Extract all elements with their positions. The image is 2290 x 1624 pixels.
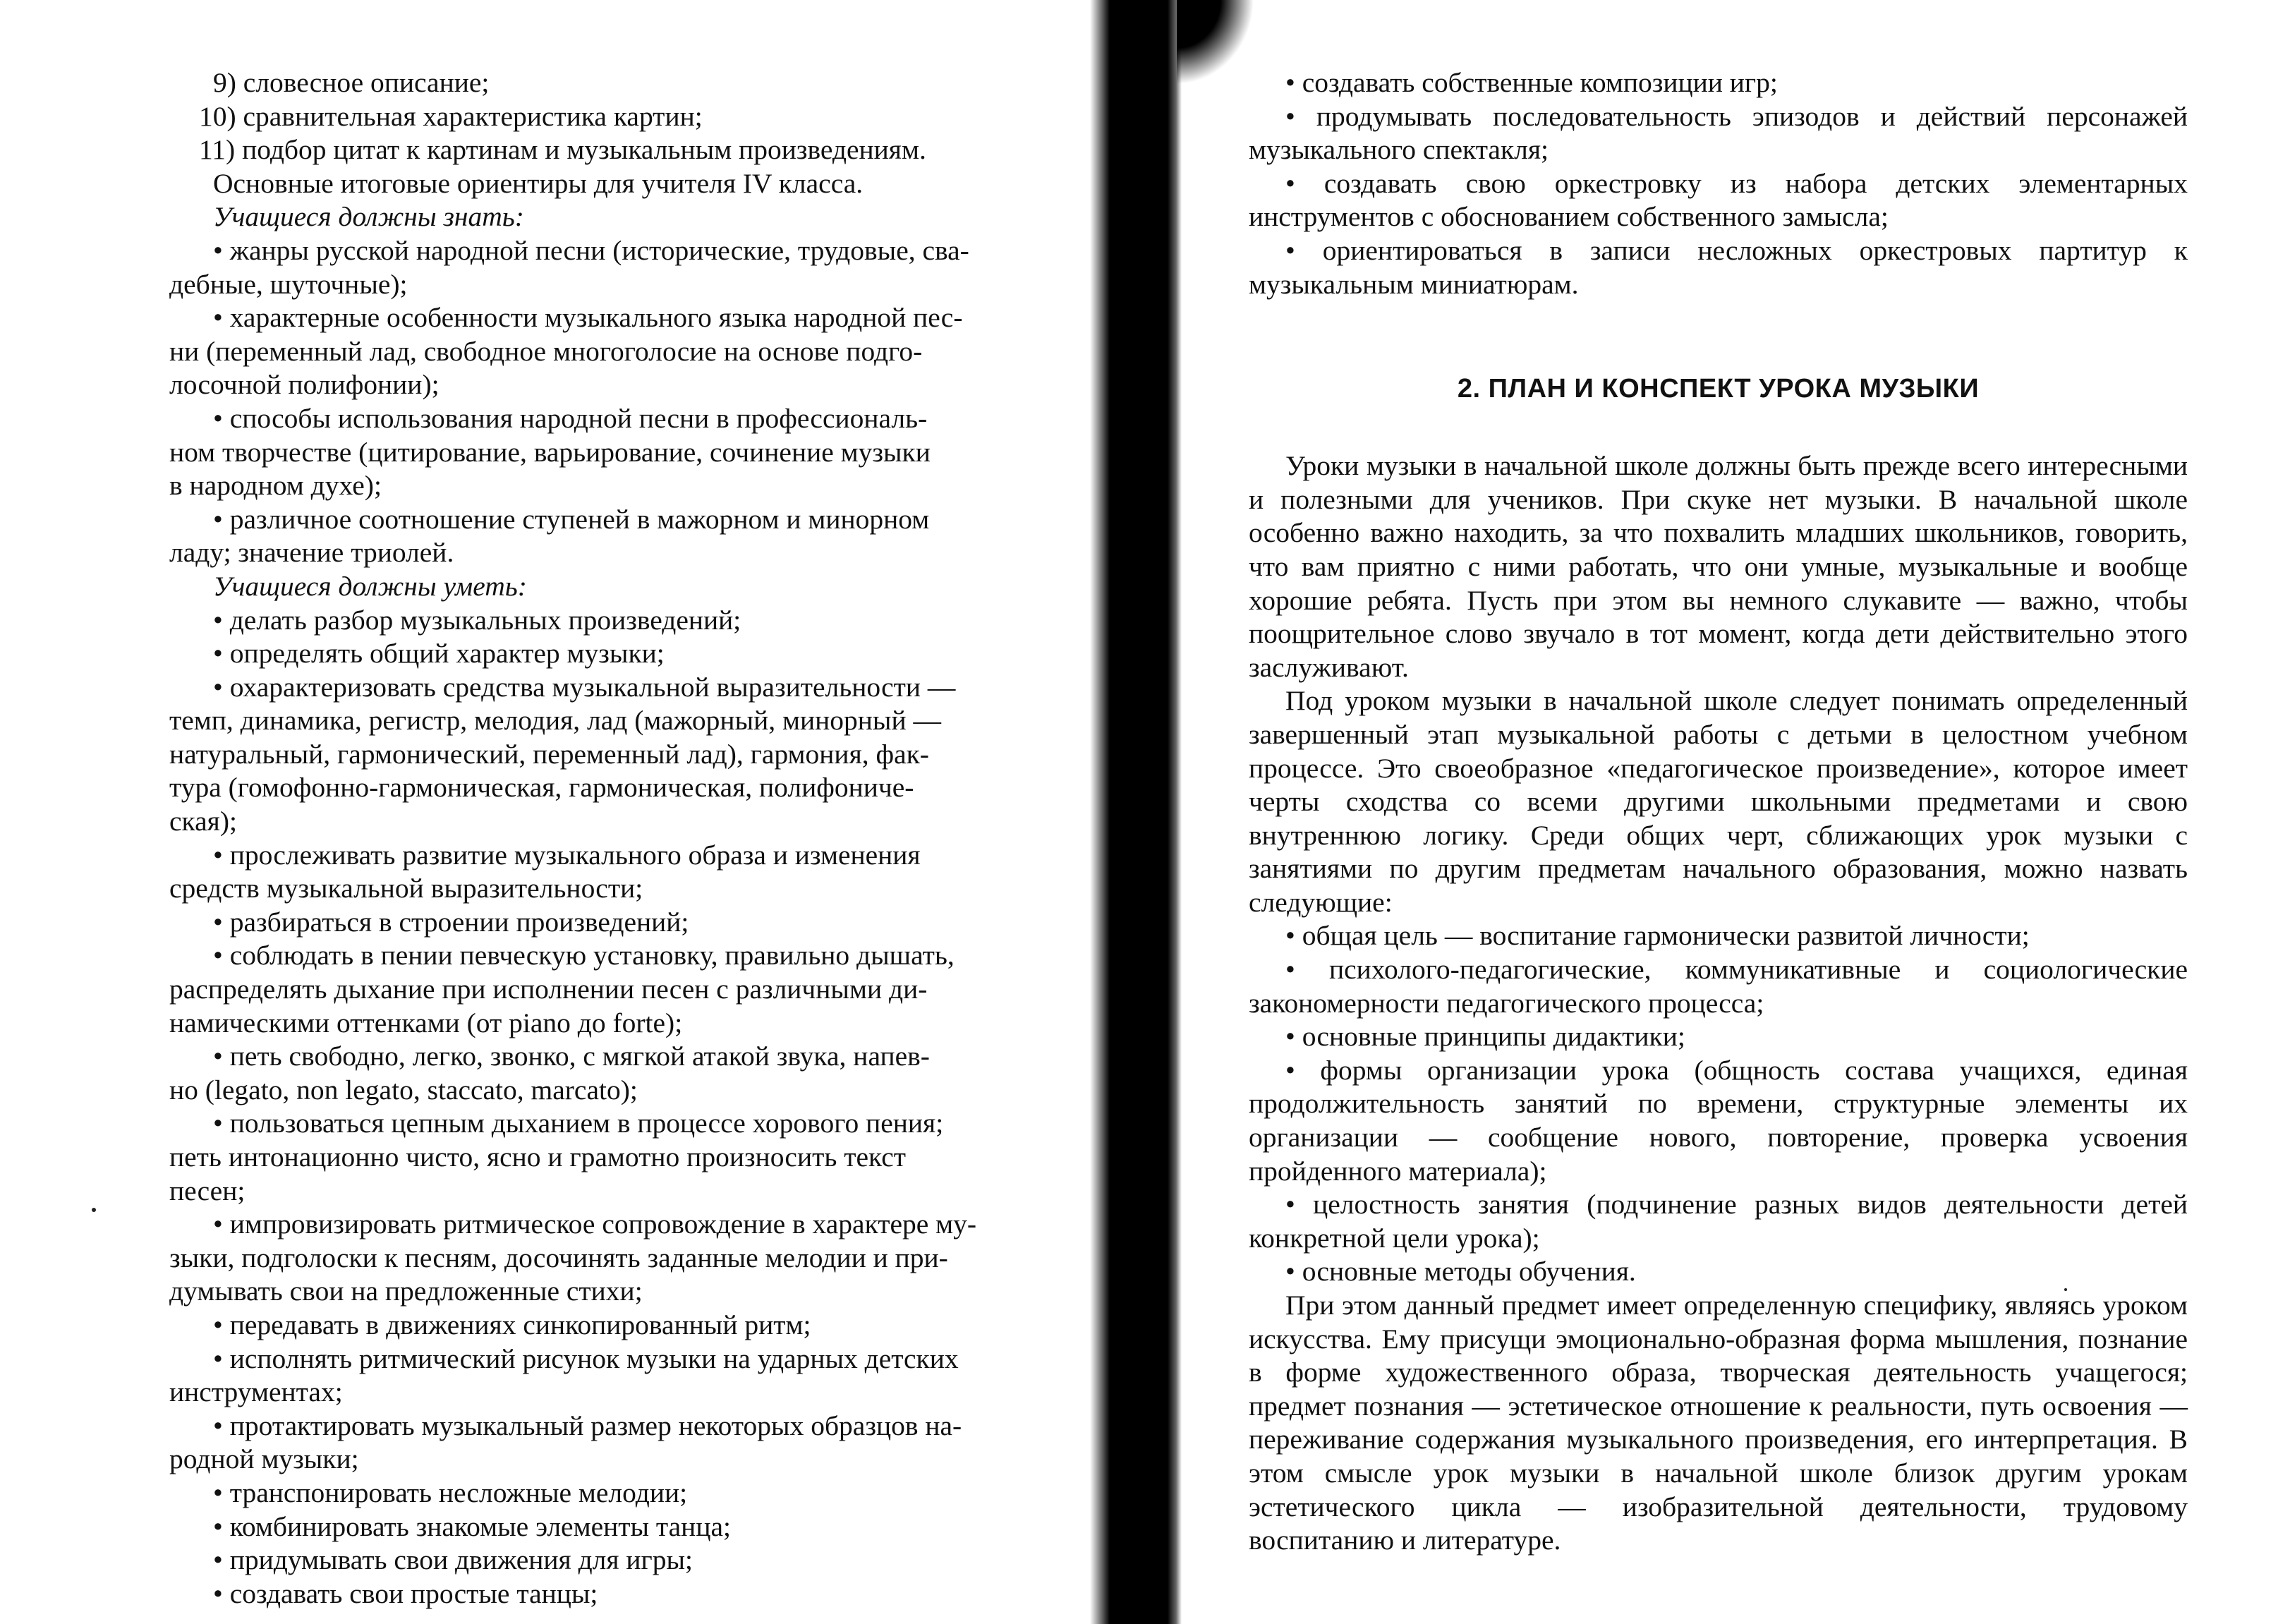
text-line: ская); (169, 806, 237, 837)
text-line: дебные, шуточные); (169, 268, 408, 300)
text-line: Учащиеся должны уметь: (213, 570, 527, 602)
text-line: • различное соотношение ступеней в мажорном и минорном (213, 503, 930, 535)
text-line: думывать свои на предложенные стихи; (169, 1275, 643, 1307)
text-line: родной музыки; (169, 1443, 359, 1475)
list-item: • формы организации урока (общность состава учащихся, единая продолжительность занятий по времени, структурные элементы их организации — сообщение нового, повторение, проверка усвоения пройденного материала); (1249, 1054, 2188, 1187)
text-line: • импровизировать ритмическое сопровождение в характере му- (213, 1208, 977, 1240)
list-item: • целостность занятия (подчинение разных видов деятельности детей конкретной цели урока); (1249, 1189, 2188, 1254)
text-line: 10) сравнительная характеристика картин; (199, 100, 703, 132)
text-line: Основные итоговые ориентиры для учителя IV класса. (213, 167, 864, 199)
text-line: • придумывать свои движения для игры; (213, 1544, 693, 1576)
text-line: • способы использования народной песни в профессиональ- (213, 402, 928, 434)
text-line: ном творчестве (цитирование, варьирование, сочинение музыки (169, 436, 931, 468)
text-line: • комбинировать знакомые элементы танца; (213, 1510, 731, 1542)
paragraph: При этом данный предмет имеет определенную специфику, являясь уроком искусства. Ему присущи эмоционально-образная форма мышления, познание в форме художественного образа, творческая деятельность учащегося; предмет познания — эстетическое отношение к реальности, путь освоения — переживание содержания музыкального произведения, его интерпретация. В этом смысле урок музыки в начальной школе близок другим урокам эстетического цикла — изобразительной деятельности, трудовому воспитанию и литературе. (1249, 1290, 2188, 1556)
right-page (1171, 0, 2290, 1624)
section-title: 2. ПЛАН И КОНСПЕКТ УРОКА МУЗЫКИ (1457, 374, 1980, 404)
text-line: • петь свободно, легко, звонко, с мягкой атакой звука, напев- (213, 1041, 930, 1072)
left-page (0, 0, 1115, 1624)
text-line: • передавать в движениях синкопированный ритм; (213, 1309, 811, 1340)
text-line: • протактировать музыкальный размер некоторых образцов на- (213, 1410, 962, 1441)
list-item: • основные принципы дидактики; (1285, 1021, 1685, 1053)
text-line: • прослеживать развитие музыкального образа и изменения (213, 839, 921, 871)
list-item: • продумывать последовательность эпизодов и действий персонажей музыкального спектакля; (1249, 100, 2188, 166)
list-item: • основные методы обучения. (1285, 1256, 1636, 1287)
list-item: • психолого-педагогические, коммуникативные и социологические закономерности педагогического процесса; (1249, 954, 2188, 1019)
text-line: ладу; значение триолей. (169, 537, 454, 569)
text-line: • делать разбор музыкальных произведений; (213, 604, 741, 636)
text-line: 11) подбор цитат к картинам и музыкальным произведениям. (199, 134, 926, 166)
book-gutter-shadow (1090, 0, 1182, 1624)
paragraph: Под уроком музыки в начальной школе следует понимать определенный завершенный этап музыкальной работы с детьми в целостном учебном процессе. Это своеобразное «педагогическое произведение», которое имеет черты сходства со всеми другими школьными предметами и свою внутреннюю логику. Среди общих черт, сближающих урок музыки с занятиями по другим предметам начального образования, можно назвать следующие: (1249, 685, 2188, 918)
text-line: но (legato, non legato, staccato, marcato); (169, 1074, 638, 1105)
left-page-text (169, 66, 1115, 1611)
text-line: распределять дыхание при исполнении песен с различными ди- (169, 974, 928, 1005)
list-item: • ориентироваться в записи несложных оркестровых партитур к музыкальным миниатюрам. (1249, 234, 2188, 300)
text-line: лосочной полифонии); (169, 369, 440, 401)
list-item: • общая цель — воспитание гармонически развитой личности; (1285, 920, 2030, 952)
text-line: тура (гомофонно-гармоническая, гармоническая, полифониче- (169, 772, 914, 804)
text-line: песен; (169, 1175, 246, 1206)
text-line: ни (переменный лад, свободное многоголосие на основе подго- (169, 335, 923, 367)
paragraph: Уроки музыки в начальной школе должны быть прежде всего интересными и полезными для учеников. При скуке нет музыки. В начальной школе особенно важно находить, за что похвалить младших школьников, говорить, что вам приятно с ними работать, что они умные, музыкальные и вообще хорошие ребята. Пусть при этом вы немного слукавите — важно, чтобы поощрительное слово звучало в тот момент, когда дети действительно этого заслуживают. (1249, 450, 2188, 683)
scan-speck (92, 1208, 96, 1212)
text-line: • разбираться в строении произведений; (213, 906, 689, 938)
text-line: в народном духе); (169, 470, 382, 502)
list-item: • создавать собственные композиции игр; (1285, 67, 1778, 98)
text-line: зыки, подголоски к песням, досочинять заданные мелодии и при- (169, 1242, 948, 1273)
text-line: инструментах; (169, 1376, 343, 1408)
text-line: • создавать свои простые танцы; (213, 1577, 598, 1609)
text-line: • транспонировать несложные мелодии; (213, 1477, 688, 1508)
text-line: 9) словесное описание; (213, 67, 490, 98)
text-line: средств музыкальной выразительности; (169, 873, 643, 904)
text-line: намическими оттенками (от piano до forte); (169, 1007, 683, 1038)
text-line: • определять общий характер музыки; (213, 638, 665, 669)
text-line: • соблюдать в пении певческую установку, правильно дышать, (213, 940, 955, 971)
list-item: • создавать свою оркестровку из набора детских элементарных инструментов с обоснованием собственного замысла; (1249, 167, 2188, 233)
text-line: Учащиеся должны знать: (213, 201, 524, 233)
text-line: • жанры русской народной песни (исторические, трудовые, сва- (213, 234, 969, 266)
text-line: • характерные особенности музыкального языка народной пес- (213, 302, 963, 334)
text-line: • пользоваться цепным дыханием в процессе хорового пения; (213, 1108, 944, 1139)
text-line: петь интонационно чисто, ясно и грамотно произносить текст (169, 1141, 907, 1172)
text-line: натуральный, гармонический, переменный лад), гармония, фак- (169, 738, 929, 770)
text-line: • охарактеризовать средства музыкальной выразительности — (213, 671, 956, 703)
text-line: • исполнять ритмический рисунок музыки на ударных детских (213, 1343, 959, 1374)
text-line: темп, динамика, регистр, мелодия, лад (мажорный, минорный — (169, 705, 941, 737)
